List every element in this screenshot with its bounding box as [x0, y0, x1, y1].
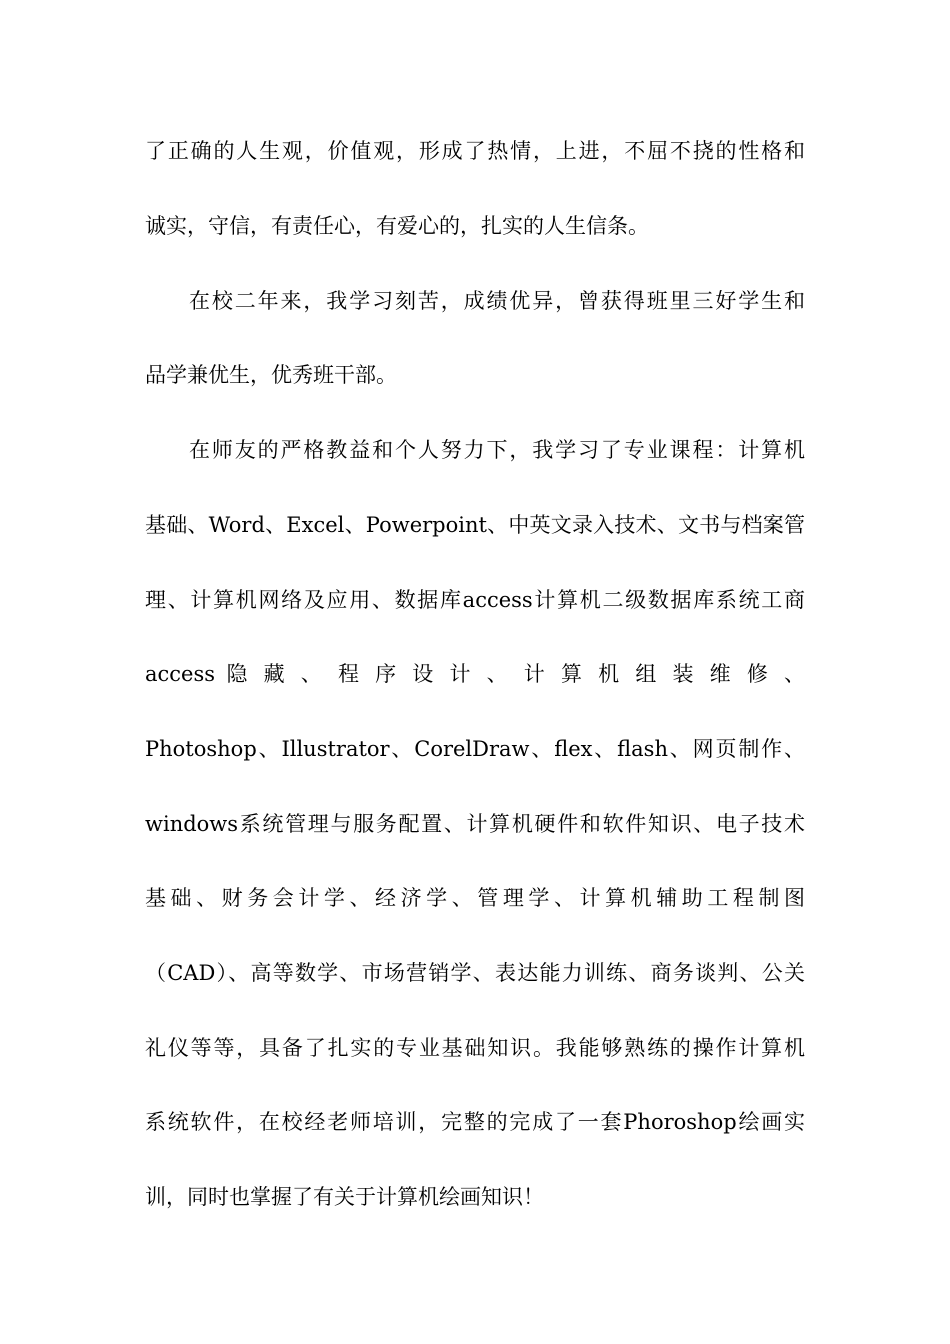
text-line: 基础、Word、Excel、Powerpoint、中英文录入技术、文书与档案管 — [145, 513, 805, 537]
text-line: 基础、财务会计学、经济学、管理学、计算机辅助工程制图 — [145, 886, 805, 910]
text-line: 礼仪等等，具备了扎实的专业基础知识。我能够熟练的操作计算机 — [145, 1036, 805, 1060]
text-line: 理、计算机网络及应用、数据库access计算机二级数据库系统工商 — [145, 588, 805, 612]
text-line: 系统软件，在校经老师培训，完整的完成了一套Phoroshop绘画实 — [145, 1110, 805, 1134]
text-line: （CAD）、高等数学、市场营销学、表达能力训练、商务谈判、公关 — [145, 961, 805, 985]
text-line: 诚实，守信，有责任心，有爱心的，扎实的人生信条。 — [145, 214, 649, 238]
text-line: 在师友的严格教益和个人努力下，我学习了专业课程：计算机 — [189, 438, 805, 462]
text-line: Photoshop、Illustrator、CorelDraw、flex、flash、网页制作、 — [145, 737, 805, 761]
text-line: windows系统管理与服务配置、计算机硬件和软件知识、电子技术 — [145, 812, 805, 836]
text-line: 训，同时也掌握了有关于计算机绘画知识！ — [145, 1185, 544, 1209]
text-line: 了正确的人生观，价值观，形成了热情，上进，不屈不挠的性格和 — [145, 139, 805, 163]
text-line: 品学兼优生，优秀班干部。 — [145, 363, 397, 387]
text-line: access 隐 藏 、 程 序 设 计 、 计 算 机 组 装 维 修 、 — [145, 662, 805, 686]
text-line: 在校二年来，我学习刻苦，成绩优异，曾获得班里三好学生和 — [189, 289, 805, 313]
